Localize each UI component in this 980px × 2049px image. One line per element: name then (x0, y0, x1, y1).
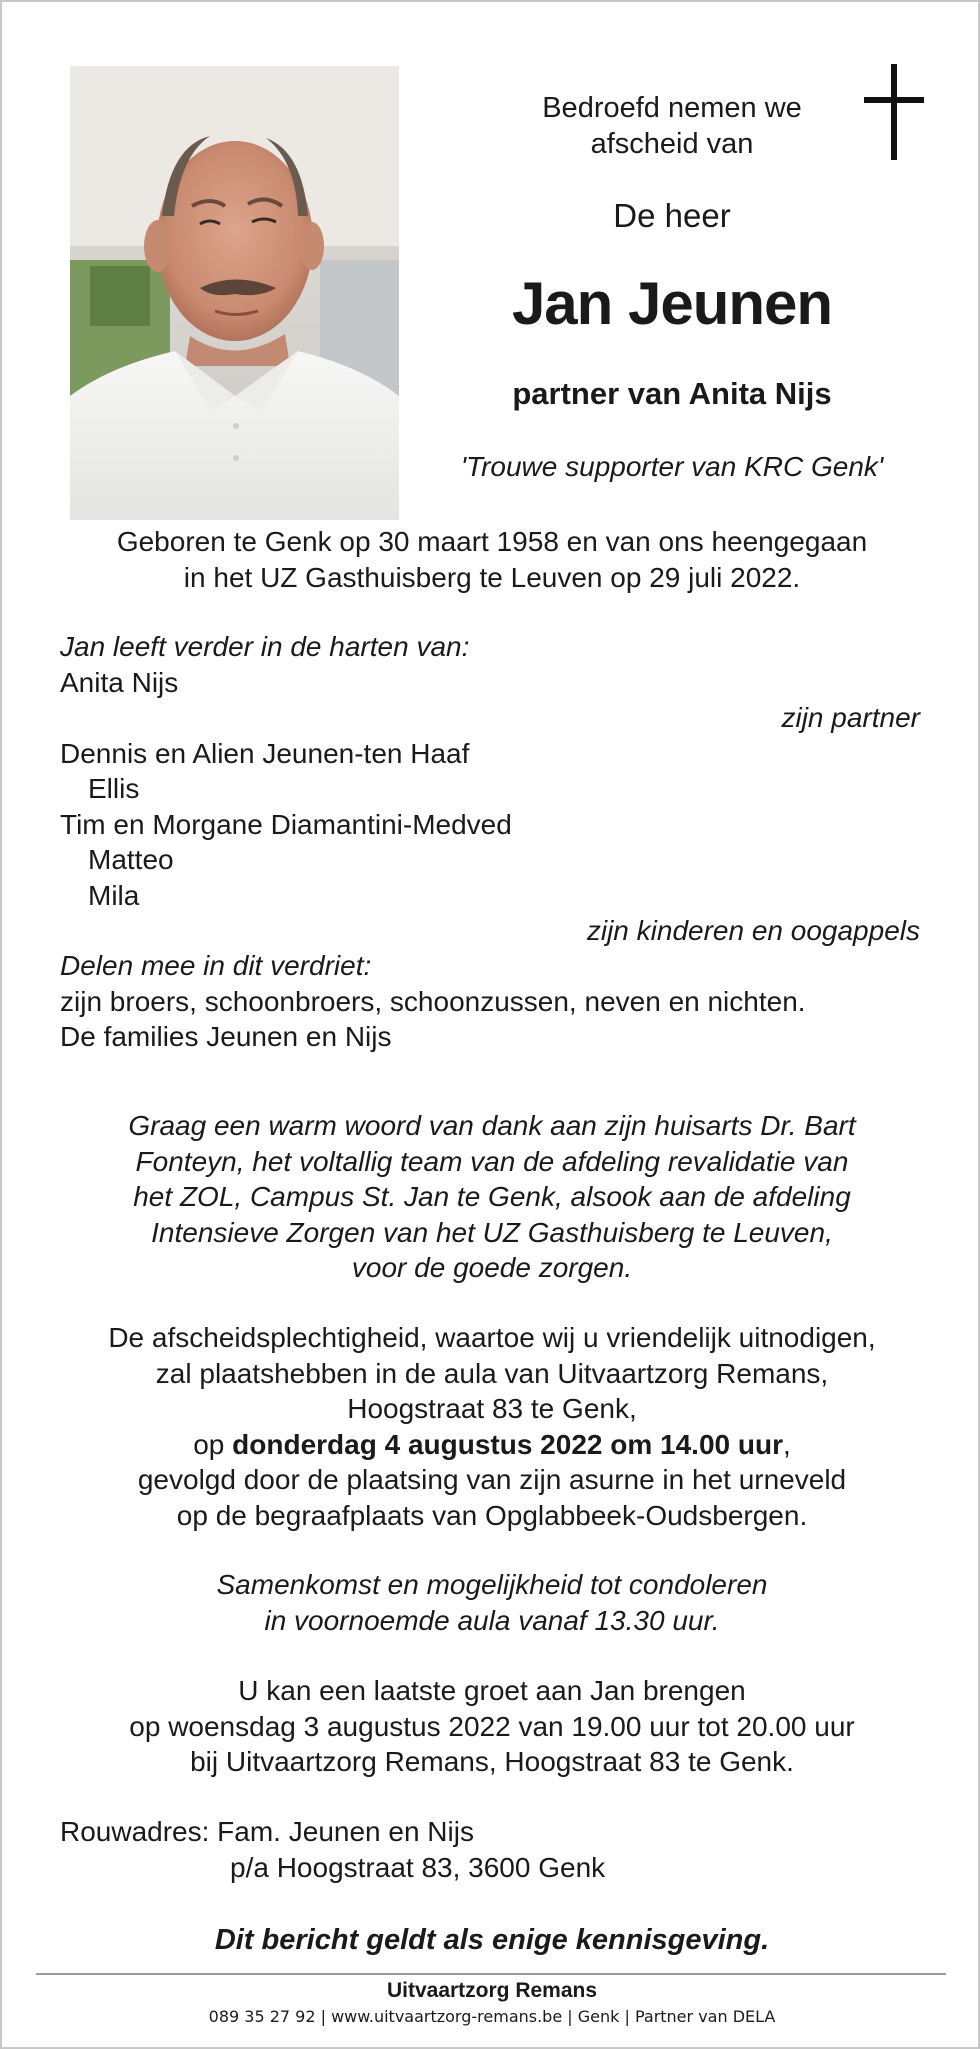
mourning-address-street: p/a Hoogstraat 83, 3600 Genk (230, 1852, 606, 1883)
family-member: Ellis (88, 773, 140, 804)
birth-line: in het UZ Gasthuisberg te Leuven op 29 juli 2022. (183, 561, 801, 593)
thanks-line: voor de goede zorgen. (351, 1252, 633, 1283)
ceremony-line: De afscheidsplechtigheid, waartoe wij u vriendelijk uitnodigen, (108, 1322, 876, 1353)
ceremony-paragraph (42, 1320, 942, 1533)
family-member: Matteo (88, 844, 174, 875)
thanks-line: Graag een warm woord van dank aan zijn huisarts Dr. Bart (128, 1110, 856, 1141)
birth-death-info (42, 524, 942, 595)
gathering-line: Samenkomst en mogelijkheid tot condoleren (216, 1569, 768, 1600)
partner-role: zijn partner (781, 702, 920, 733)
gathering-paragraph (42, 1567, 942, 1638)
thanks-line: het ZOL, Campus St. Jan te Genk, alsook aan de afdeling (133, 1181, 851, 1212)
relatives-line: zijn broers, schoonbroers, schoonzussen, neven en nichten. (60, 986, 806, 1017)
ceremony-date-prefix: op (193, 1428, 233, 1460)
mourning-address: Rouwadres: Fam. Jeunen en Nijs (60, 1816, 474, 1847)
partner-line: partner van Anita Nijs (512, 376, 832, 411)
ceremony-line: op de begraafplaats van Opglabbeek-Oudsbergen. (176, 1499, 808, 1531)
farewell-line: bij Uitvaartzorg Remans, Hoogstraat 83 te Genk. (190, 1746, 794, 1777)
ceremony-date: donderdag 4 augustus 2022 om 14.00 uur (232, 1428, 783, 1460)
thanks-line: Intensieve Zorgen van het UZ Gasthuisberg te Leuven, (151, 1216, 833, 1248)
farewell-paragraph (42, 1673, 942, 1780)
final-notice: Dit bericht geldt als enige kennisgeving. (214, 1924, 770, 1956)
portrait-photo (70, 66, 399, 520)
ceremony-line: Hoogstraat 83 te Genk, (347, 1393, 637, 1424)
family-member: Tim en Morgane Diamantini-Medved (60, 809, 512, 840)
funeral-home-contact: 089 35 27 92 | www.uitvaartzorg-remans.be | Genk | Partner van DELA (208, 2007, 776, 2026)
footer-divider (36, 1973, 946, 1975)
intro-line: afscheid van (590, 128, 754, 160)
thanks-line: Fonteyn, het voltallig team van de afdeling revalidatie van (135, 1145, 849, 1177)
ceremony-line: gevolgd door de plaatsing van zijn asurne in het urneveld (137, 1464, 847, 1495)
thanks-paragraph (42, 1108, 942, 1286)
gathering-line: in voornoemde aula vanaf 13.30 uur. (264, 1604, 720, 1636)
motto: 'Trouwe supporter van KRC Genk' (460, 451, 884, 482)
family-member: Mila (88, 880, 140, 911)
title-prefix: De heer (613, 197, 731, 234)
funeral-home-name: Uitvaartzorg Remans (386, 1979, 598, 2002)
ceremony-date-suffix: , (782, 1428, 791, 1460)
ceremony-line: zal plaatshebben in de aula van Uitvaartzorg Remans, (155, 1357, 829, 1389)
children-role: zijn kinderen en oogappels (586, 915, 920, 946)
families-line: De families Jeunen en Nijs (60, 1021, 392, 1052)
ceremony-date-line (42, 1427, 942, 1463)
farewell-line: U kan een laatste groet aan Jan brengen (238, 1675, 746, 1706)
farewell-line: op woensdag 3 augustus 2022 van 19.00 uur tot 20.00 uur (129, 1710, 855, 1742)
partner-name: Anita Nijs (60, 667, 179, 698)
family-member: Dennis en Alien Jeunen-ten Haaf (60, 738, 470, 769)
deceased-name: Jan Jeunen (511, 270, 833, 337)
lives-on-heading: Jan leeft verder in de harten van: (60, 631, 470, 662)
share-heading: Delen mee in dit verdriet: (60, 950, 372, 981)
intro-text (422, 90, 922, 162)
intro-line: Bedroefd nemen we (542, 92, 802, 124)
birth-line: Geboren te Genk op 30 maart 1958 en van ons heengegaan (116, 526, 868, 557)
